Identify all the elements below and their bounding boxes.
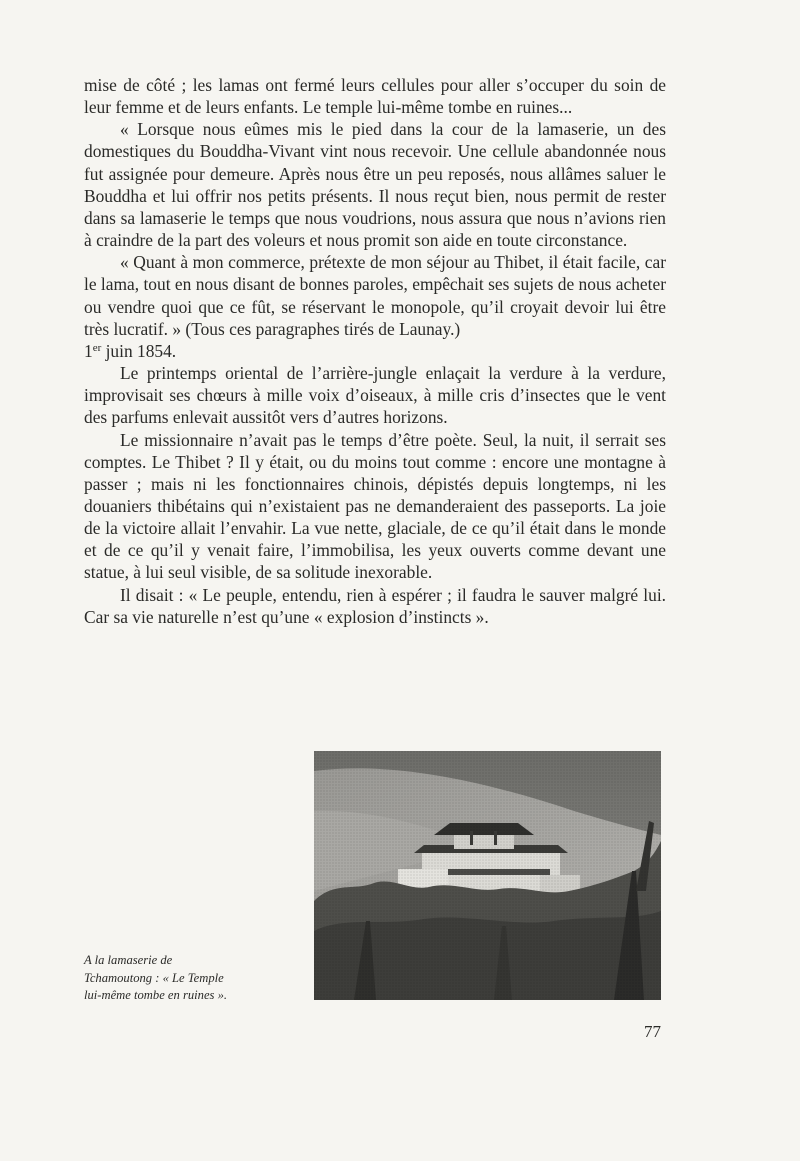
caption-line: A la lamaserie de — [84, 953, 173, 967]
paragraph-missionary: Le missionnaire n’avait pas le temps d’être poète. Seul, la nuit, il serrait ses comptes. Le Thibet ? Il y était, ou du moins tout comme : encore une montagne à passer ; mais ni les fonctionnaires chinois, dépistés depuis longtemps, ni les douaniers thibétains qui n’existaient pas ne demanderaient des passeports. La joie de la victoire allait l’envahir. La vue nette, glaciale, de ce qu’il était dans le monde et de ce qu’il y venait faire, l’immobilisa, les yeux ouverts comme devant une statue, à lui seul visible, de sa solitude inexorable. — [84, 429, 666, 583]
paragraph-people: Il disait : « Le peuple, entendu, rien à espérer ; il faudra le sauver malgré lui. Car sa vie naturelle n’est qu’une « explosion d’instincts ». — [84, 584, 666, 627]
date-rest: juin 1854. — [101, 340, 177, 361]
date-day: 1 — [84, 340, 93, 361]
caption-line: Tchamoutong : « Le Temple — [84, 970, 224, 985]
date-suffix: er — [92, 341, 102, 354]
caption-line: lui-même tombe en ruines ». — [84, 988, 228, 1002]
photo-caption — [84, 952, 284, 1005]
paragraph-continuation: mise de côté ; les lamas ont fermé leurs cellules pour aller s’occuper du soin de leur femme et de leurs enfants. Le temple lui-même tombe en ruines... — [84, 75, 666, 118]
paragraph-lamaserie-arrival: « Lorsque nous eûmes mis le pied dans la cour de la lamaserie, un des domestiques du Bouddha-Vivant vint nous recevoir. Une cellule abandonnée nous fut assignée pour demeure. Après nous être un peu reposés, nous allâmes saluer le Bouddha et lui offrir nos petits présents. Il nous reçut bien, nous permit de rester dans sa lamaserie le temps que nous voudrions, nous assura que nous n’avions rien à craindre de la part des voleurs et nous promit son aide en toute circonstance. — [84, 119, 666, 251]
body-text — [84, 74, 666, 628]
lamasery-photo — [314, 751, 661, 1000]
paragraph-commerce: « Quant à mon commerce, prétexte de mon séjour au Thibet, il était facile, car le lama, tout en nous disant de bonnes paroles, empêchait ses sujets de nous acheter ou vendre quoi que ce fût, se réservant le monopole, qu’il croyait devoir lui être très lucratif. » (Tous ces paragraphes tirés de Launay.) — [84, 252, 666, 339]
page-number: 77 — [644, 1022, 661, 1041]
paragraph-spring: Le printemps oriental de l’arrière-jungle enlaçait la verdure à la verdure, improvisait ses chœurs à mille voix d’oiseaux, à mille cris d’insectes que le vent des parfums enlevait aussitôt vers d’autres horizons. — [84, 363, 666, 428]
date-heading — [84, 340, 666, 362]
